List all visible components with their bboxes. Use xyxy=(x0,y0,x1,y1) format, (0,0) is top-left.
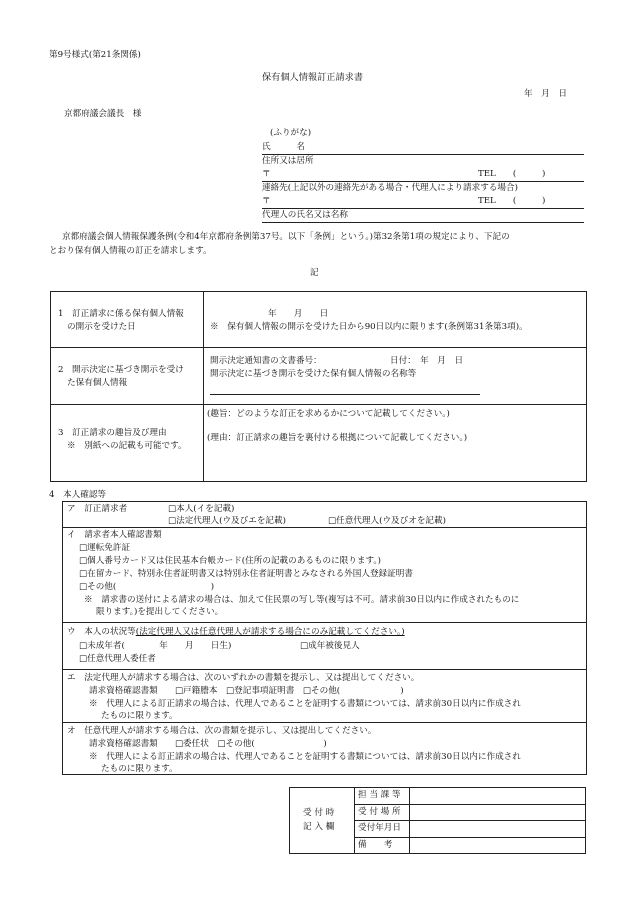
address-line[interactable] xyxy=(262,181,584,182)
reception-label-cont: 記 入 欄 xyxy=(303,822,335,832)
row2-doc-number[interactable]: 開示決定通知書の文書番号： xyxy=(210,356,322,366)
contact-label: 連絡先(上記以外の連絡先がある場合・代理人により請求する場合) xyxy=(262,183,518,193)
tel-label: TEL ( ) xyxy=(478,169,546,179)
row3-purpose[interactable]: (趣旨：どのような訂正を求めるかについて記載してください。) xyxy=(207,409,450,419)
name-label: 氏 名 xyxy=(262,142,305,152)
row2-date[interactable]: 日付： 年 月 日 xyxy=(390,356,464,366)
row2-name-line[interactable] xyxy=(210,394,480,395)
reception-remarks-label: 備 考 xyxy=(358,840,393,850)
i-note: ※ 請求書の送付による請求の場合は、加えて住民票の写し等(複写は不可。請求前30日以内に作成されたものに xyxy=(84,595,520,605)
row3-label-cont: ※ 別紙への記載も可能です。 xyxy=(67,441,187,451)
postal-mark-2: 〒 xyxy=(262,196,271,206)
e-note-cont: たものに限ります。 xyxy=(101,711,178,721)
reception-date-label: 受付年月日 xyxy=(358,823,401,833)
u-title-main: ウ 本人の状況等 xyxy=(67,627,136,637)
row1-date-field[interactable]: 年 月 日 xyxy=(268,309,329,319)
e-note: ※ 代理人による訂正請求の場合は、代理人であることを証明する書類については、請求前30日以内に作成され xyxy=(89,699,521,709)
u-option-delegator[interactable]: □任意代理人委任者 xyxy=(79,654,156,664)
i-title: イ 請求者本人確認書類 xyxy=(67,530,162,540)
contact-line[interactable] xyxy=(262,208,584,209)
section4-heading: 4 本人確認等 xyxy=(49,490,107,500)
form-number: 第9号様式(第21条関係) xyxy=(49,50,141,60)
i-option-mynumber[interactable]: □個人番号カード又は住民基本台帳カード(住所の記載のあるものに限ります。) xyxy=(79,556,382,566)
table-row-divider-2 xyxy=(50,404,587,405)
row1-note: ※ 保有個人情報の開示を受けた日から90日以内に限ります(条例第31条第3項)。 xyxy=(210,322,528,332)
name-line[interactable] xyxy=(262,154,584,155)
furigana-label: (ふりがな) xyxy=(270,128,312,138)
agent-name-label: 代理人の氏名又は名称 xyxy=(262,210,348,220)
a-option-self[interactable]: □本人(イを記載) xyxy=(168,504,235,514)
reception-remarks-field[interactable] xyxy=(410,838,585,853)
intro-text-2: とおり保有個人情報の訂正を請求します。 xyxy=(49,246,212,256)
u-title-instruction: (法定代理人又は任意代理人が請求する場合にのみ記載してください。) xyxy=(135,627,405,637)
row3-label: 3 訂正請求の趣旨及び理由 xyxy=(58,428,167,438)
o-note: ※ 代理人による訂正請求の場合は、代理人であることを証明する書類については、請求前30日以内に作成され xyxy=(89,752,521,762)
i-option-license[interactable]: □運転免許証 xyxy=(79,543,131,553)
row1-label: 1 訂正請求に係る保有個人情報 xyxy=(58,309,184,319)
ki-heading: 記 xyxy=(310,268,319,278)
addressee: 京都府議会議長 様 xyxy=(64,109,142,119)
a-option-legal-agent[interactable]: □法定代理人(ウ及びエを記載) xyxy=(168,516,286,526)
reception-place-field[interactable] xyxy=(410,805,585,820)
identity-divider-1 xyxy=(62,527,587,528)
identity-divider-3 xyxy=(62,669,587,670)
reception-place-label: 受 付 場 所 xyxy=(358,807,401,817)
i-note-cont: 限ります。)を提出してください。 xyxy=(96,607,224,617)
o-documents[interactable]: 請求資格確認書類 □委任状 □その他( ) xyxy=(89,739,327,749)
row2-info-name: 開示決定に基づき開示を受けた保有個人情報の名称等 xyxy=(210,369,417,379)
reception-label: 受 付 時 xyxy=(303,808,335,818)
identity-divider-2 xyxy=(62,622,587,623)
tel-label-2: TEL ( ) xyxy=(478,196,546,206)
e-title: エ 法定代理人が請求する場合は、次のいずれかの書類を提示し、又は提出してください。 xyxy=(67,673,420,683)
row2-label-cont: た保有個人情報 xyxy=(67,378,128,388)
reception-dept-field[interactable] xyxy=(410,788,585,803)
intro-text-1: 京都府議会個人情報保護条例(令和4年京都府条例第37号。以下「条例」という。)第32条第1項の規定により、下記の xyxy=(62,232,510,242)
date-line: 年 月 日 xyxy=(524,89,567,99)
table-row-divider-1 xyxy=(50,347,587,348)
row3-reason[interactable]: (理由：訂正請求の趣旨を裏付ける根拠について記載してください。) xyxy=(207,433,468,443)
u-title xyxy=(67,627,405,639)
o-title: オ 任意代理人が請求する場合は、次の書類を提示し、又は提出してください。 xyxy=(67,726,377,736)
u-option-minor[interactable]: □未成年者( 年 月 日生) xyxy=(79,641,232,651)
row1-label-cont: の開示を受けた日 xyxy=(67,322,136,332)
agent-name-line[interactable] xyxy=(262,222,584,223)
e-documents[interactable]: 請求資格確認書類 □戸籍謄本 □登記事項証明書 □その他( ) xyxy=(89,686,404,696)
i-option-residence-card[interactable]: □在留カード、特別永住者証明書又は特別永住者証明書とみなされる外国人登録証明書 xyxy=(79,569,413,579)
o-note-cont: たものに限ります。 xyxy=(101,764,178,774)
u-option-adult-ward[interactable]: □成年被後見人 xyxy=(300,641,360,651)
postal-mark: 〒 xyxy=(262,169,271,179)
row2-label: 2 開示決定に基づき開示を受け xyxy=(58,365,184,375)
a-label: ア 訂正請求者 xyxy=(67,504,128,514)
reception-dept-label: 担 当 課 等 xyxy=(358,790,401,800)
table-divider xyxy=(203,291,204,482)
address-label: 住所又は居所 xyxy=(262,156,314,166)
reception-date-field[interactable] xyxy=(410,821,585,836)
i-option-other[interactable]: □その他( ) xyxy=(79,582,215,592)
page-title: 保有個人情報訂正請求書 xyxy=(262,72,364,83)
a-option-voluntary-agent[interactable]: □任意代理人(ウ及びオを記載) xyxy=(328,516,446,526)
